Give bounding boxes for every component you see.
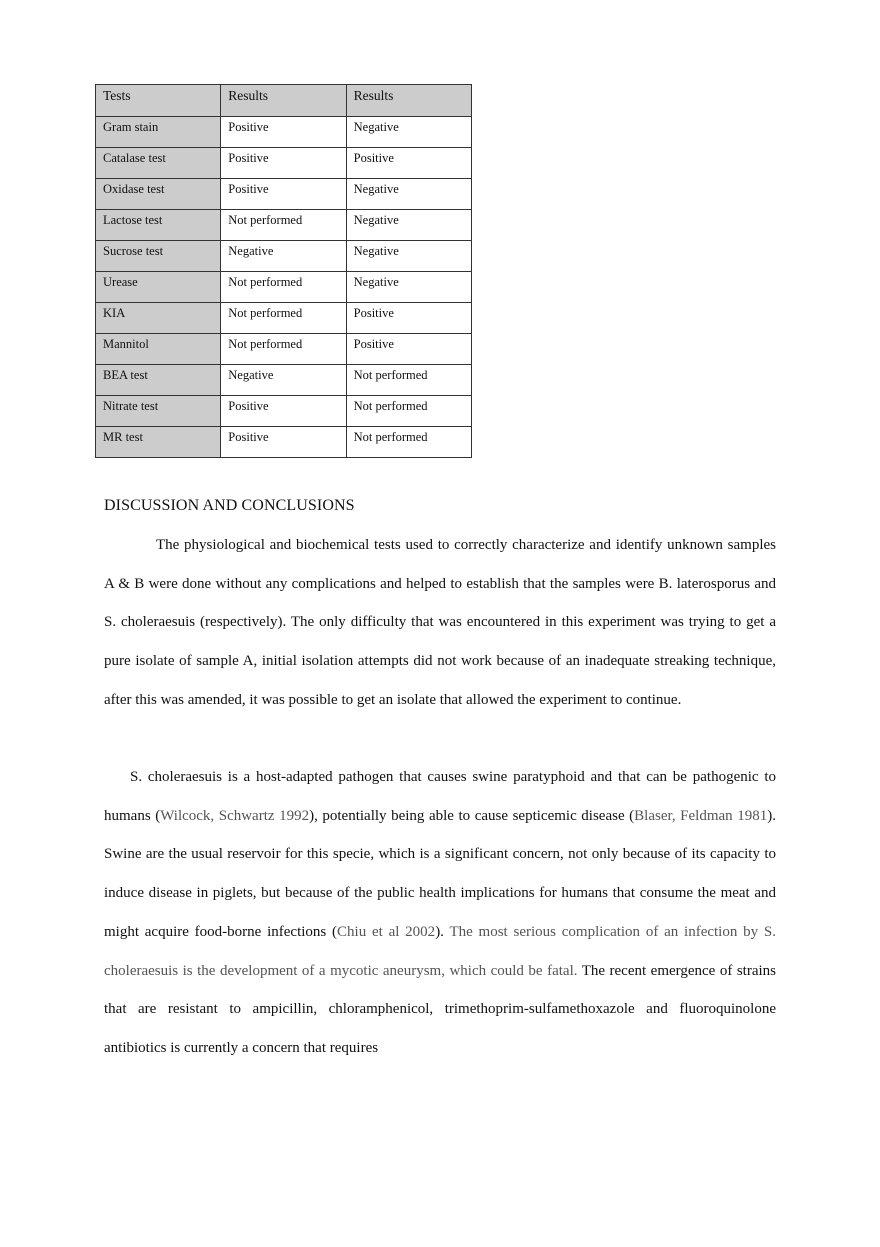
- table-row: [96, 179, 472, 210]
- table-row: [96, 148, 472, 179]
- citation-blaser: Blaser, Feldman 1981: [634, 807, 768, 824]
- citation-chiu: Chiu et al 2002: [337, 923, 436, 940]
- result-a-cell-text: Not performed: [228, 337, 303, 351]
- test-name-cell-text: Catalase test: [103, 151, 166, 165]
- p2-text-1: S. choleraesuis is a host-adapted pathogen that causes swine paratyphoid and that can be pathogenic to humans (: [104, 769, 776, 824]
- test-name-cell: [96, 303, 221, 334]
- table-row: [96, 396, 472, 427]
- test-name-cell-text: Mannitol: [103, 337, 149, 351]
- result-a-cell: [221, 334, 346, 365]
- result-a-cell-text: Not performed: [228, 275, 303, 289]
- result-b-cell-text: Positive: [353, 306, 394, 320]
- result-a-cell: [221, 117, 346, 148]
- header-results-a: [221, 85, 346, 117]
- table-row: [96, 303, 472, 334]
- result-a-cell: [221, 179, 346, 210]
- test-name-cell: [96, 117, 221, 148]
- test-name-cell-text: Gram stain: [103, 120, 159, 134]
- test-name-cell-text: Oxidase test: [103, 182, 165, 196]
- result-b-cell: [346, 241, 471, 272]
- result-b-cell: [346, 396, 471, 427]
- table-row: [96, 334, 472, 365]
- result-b-cell: [346, 179, 471, 210]
- biochemical-results-table: [95, 84, 472, 458]
- citation-wilcock: Wilcock, Schwartz 1992: [160, 807, 310, 824]
- result-a-cell-text: Negative: [228, 244, 274, 258]
- result-b-cell-text: Not performed: [353, 430, 428, 444]
- header-tests: [96, 85, 221, 117]
- header-tests-label: Tests: [103, 88, 131, 103]
- result-a-cell-text: Negative: [228, 368, 274, 382]
- table-row: [96, 241, 472, 272]
- header-results-a-label: Results: [228, 88, 269, 103]
- table-row: [96, 210, 472, 241]
- p2-text-2: ), potentially being able to cause septicemic disease (: [309, 807, 635, 824]
- result-b-cell-text: Negative: [353, 182, 399, 196]
- test-name-cell-text: Urease: [103, 275, 138, 289]
- test-name-cell: [96, 210, 221, 241]
- result-a-cell: [221, 396, 346, 427]
- result-a-cell: [221, 303, 346, 334]
- result-a-cell: [221, 241, 346, 272]
- test-name-cell: [96, 148, 221, 179]
- section-heading: DISCUSSION AND CONCLUSIONS: [104, 497, 355, 514]
- test-name-cell-text: Sucrose test: [103, 244, 164, 258]
- result-a-cell: [221, 272, 346, 303]
- result-a-cell-text: Positive: [228, 120, 269, 134]
- test-name-cell: [96, 241, 221, 272]
- result-b-cell-text: Positive: [353, 151, 394, 165]
- result-a-cell: [221, 148, 346, 179]
- table-row: [96, 365, 472, 396]
- header-results-b: [346, 85, 471, 117]
- test-name-cell-text: Lactose test: [103, 213, 163, 227]
- test-name-cell: [96, 427, 221, 458]
- result-a-cell-text: Positive: [228, 182, 269, 196]
- table-row: [96, 117, 472, 148]
- discussion-paragraph-1: The physiological and biochemical tests used to correctly characterize and identify unknown samples A & B were done without any complications and helped to establish that the samples were B. laterosporus and S. choleraesuis (respectively). The only difficulty that was encountered in this experiment was trying to get a pure isolate of sample A, initial isolation attempts did not work because of an inadequate streaking technique, after this was amended, it was possible to get an isolate that allowed the experiment to continue.: [104, 537, 776, 708]
- test-name-cell-text: BEA test: [103, 368, 148, 382]
- result-b-cell-text: Negative: [353, 213, 399, 227]
- test-name-cell: [96, 179, 221, 210]
- result-a-cell-text: Positive: [228, 151, 269, 165]
- result-b-cell-text: Negative: [353, 120, 399, 134]
- test-name-cell-text: MR test: [103, 430, 143, 444]
- test-name-cell: [96, 272, 221, 303]
- result-b-cell-text: Negative: [353, 275, 399, 289]
- result-a-cell-text: Not performed: [228, 213, 303, 227]
- result-a-cell: [221, 210, 346, 241]
- result-a-cell-text: Positive: [228, 399, 269, 413]
- result-b-cell: [346, 365, 471, 396]
- result-b-cell-text: Negative: [353, 244, 399, 258]
- result-b-cell: [346, 303, 471, 334]
- result-b-cell: [346, 272, 471, 303]
- result-a-cell-text: Not performed: [228, 306, 303, 320]
- result-b-cell-text: Positive: [353, 337, 394, 351]
- result-b-cell-text: Not performed: [353, 368, 428, 382]
- discussion-paragraph-2: [104, 758, 776, 1068]
- result-b-cell: [346, 117, 471, 148]
- result-b-cell: [346, 148, 471, 179]
- result-b-cell-text: Not performed: [353, 399, 428, 413]
- table-row: [96, 272, 472, 303]
- result-b-cell: [346, 334, 471, 365]
- table-header-row: [96, 85, 472, 117]
- result-b-cell: [346, 210, 471, 241]
- p2-text-4: ).: [435, 923, 450, 940]
- test-name-cell: [96, 396, 221, 427]
- p2-text-3: ). Swine are the usual reservoir for this specie, which is a significant concern, not only because of its capacity to induce disease in piglets, but because of the public health implications for humans that consume the meat and might acquire food-borne infections (: [104, 807, 776, 940]
- result-a-cell: [221, 427, 346, 458]
- test-name-cell-text: Nitrate test: [103, 399, 159, 413]
- header-results-b-label: Results: [353, 88, 394, 103]
- complication-sentence: The most serious complication of an infection by S. choleraesuis is the development of a mycotic aneurysm, which could be fatal.: [104, 923, 776, 979]
- result-a-cell-text: Positive: [228, 430, 269, 444]
- p2-text-5: The recent emergence of strains that are resistant to ampicillin, chloramphenicol, trimethoprim-sulfamethoxazole and fluoroquinolone antibiotics is currently a concern that requires: [104, 962, 776, 1056]
- test-name-cell: [96, 365, 221, 396]
- test-name-cell-text: KIA: [103, 306, 126, 320]
- test-name-cell: [96, 334, 221, 365]
- table-row: [96, 427, 472, 458]
- result-b-cell: [346, 427, 471, 458]
- result-a-cell: [221, 365, 346, 396]
